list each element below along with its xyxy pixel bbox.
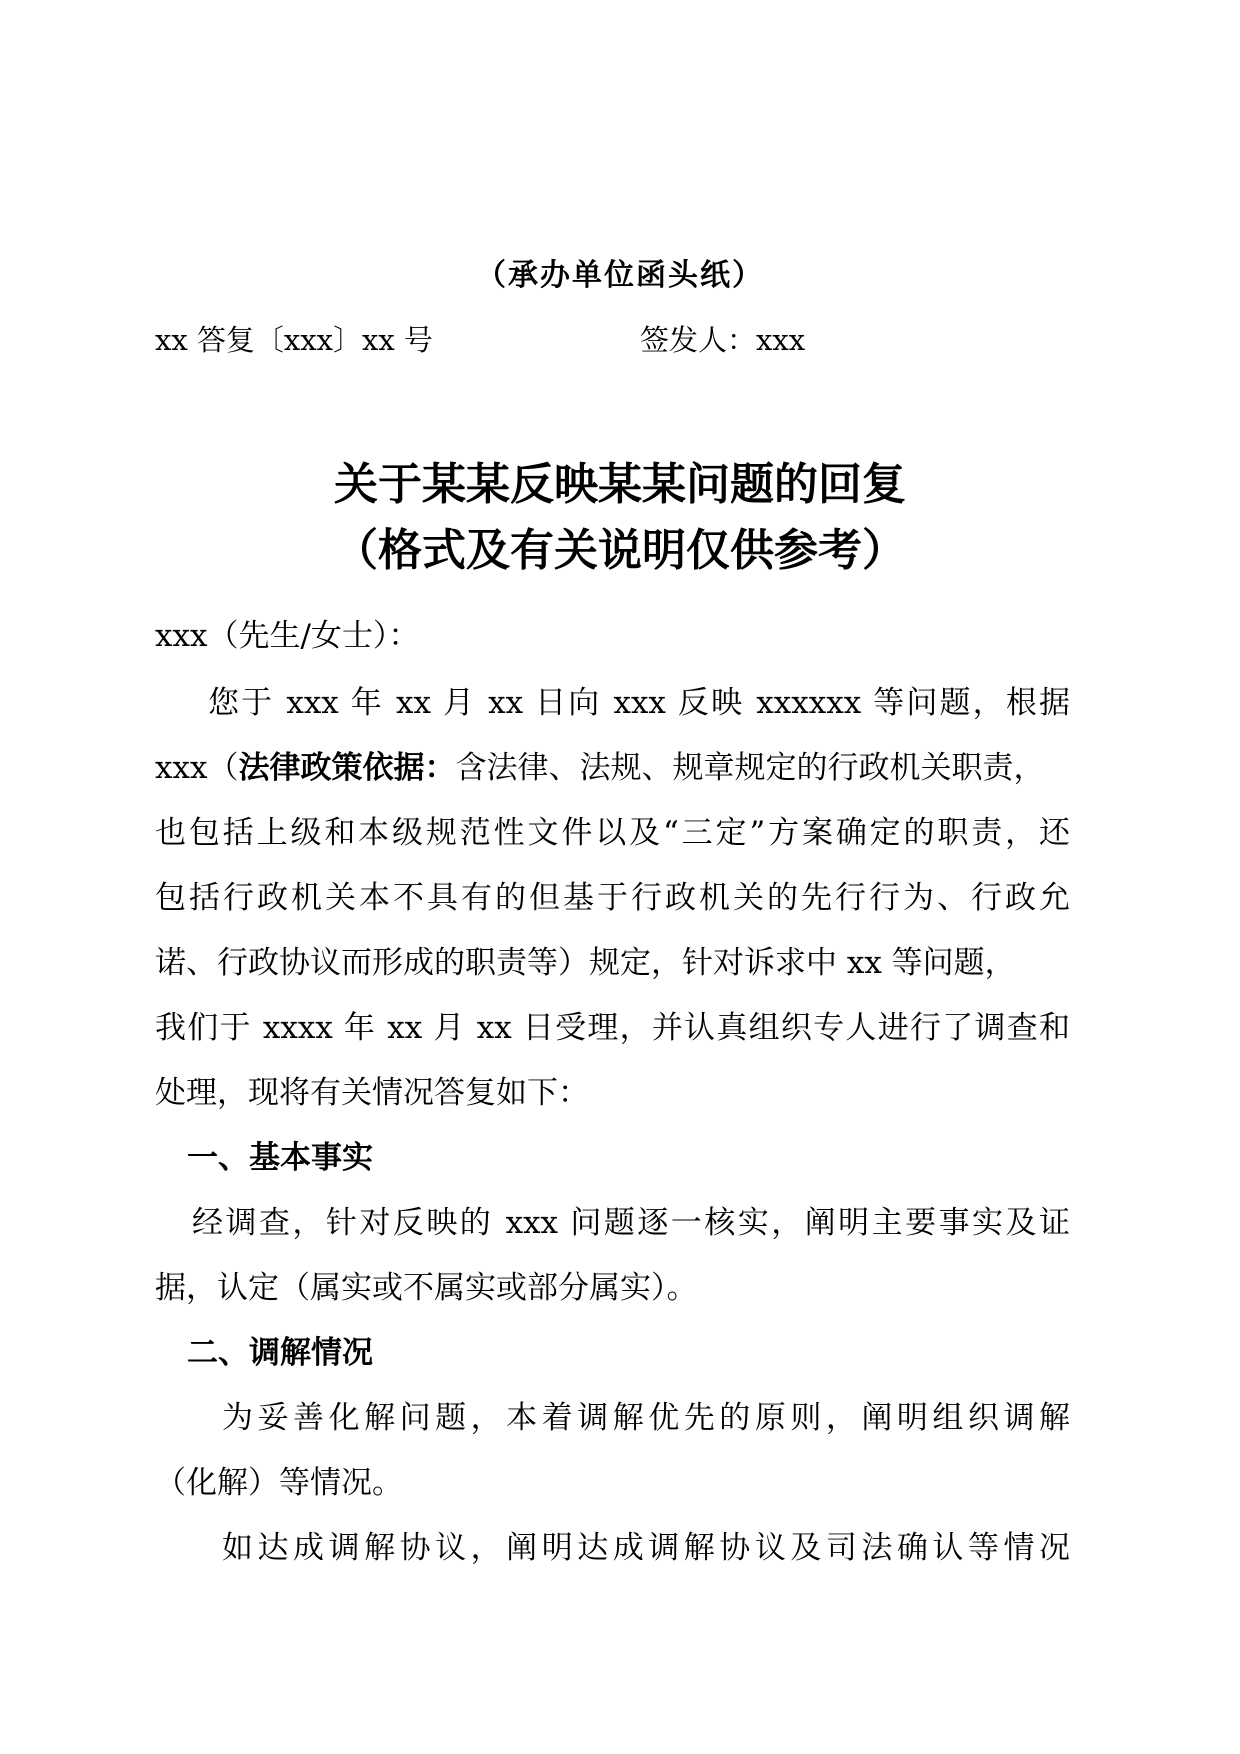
page-title: 关于某某反映某某问题的回复 (334, 459, 906, 510)
section2-para1-line-2: （化解）等情况。 (155, 1465, 403, 1501)
intro-line-4: 包括行政机关本不具有的但基于行政机关的先行行为、行政允 (155, 880, 1070, 916)
legal-basis-label: 法律政策依据： (238, 750, 456, 786)
section-heading-mediation: 二、调解情况 (187, 1335, 373, 1371)
document-number: xx 答复〔xxx〕xx 号 (155, 323, 433, 357)
section-heading-basic-facts: 一、基本事实 (187, 1140, 373, 1176)
intro-line-6: 我们于 xxxx 年 xx 月 xx 日受理，并认真组织专人进行了调查和 (155, 1010, 1070, 1046)
intro-line-7: 处理，现将有关情况答复如下： (155, 1075, 589, 1111)
section1-line-2: 据，认定（属实或不属实或部分属实）。 (155, 1270, 698, 1306)
signer: 签发人：xxx (640, 323, 806, 357)
salutation: xxx（先生/女士）： (155, 618, 420, 654)
section2-para1-line-1: 为妥善化解问题，本着调解优先的原则，阐明组织调解 (222, 1400, 1070, 1436)
intro-line-2-rest: 含法律、法规、规章规定的行政机关职责， (455, 750, 1045, 786)
letterhead-placeholder: （承办单位函头纸） (476, 258, 764, 293)
intro-line-5: 诺、行政协议而形成的职责等）规定，针对诉求中 xx 等问题， (155, 945, 1016, 981)
page-subtitle: （格式及有关说明仅供参考） (334, 525, 906, 576)
intro-line-1: 您于 xxx 年 xx 月 xx 日向 xxx 反映 xxxxxx 等问题，根据 (208, 685, 1070, 721)
intro-line-3: 也包括上级和本级规范性文件以及“三定”方案确定的职责，还 (155, 815, 1070, 851)
intro-line-2-prefix: xxx（ (155, 750, 239, 786)
section1-line-1: 经调查，针对反映的 xxx 问题逐一核实，阐明主要事实及证 (192, 1205, 1070, 1241)
intro-line-2 (155, 742, 1075, 787)
section2-para2-line-1: 如达成调解协议，阐明达成调解协议及司法确认等情况 (222, 1530, 1070, 1566)
